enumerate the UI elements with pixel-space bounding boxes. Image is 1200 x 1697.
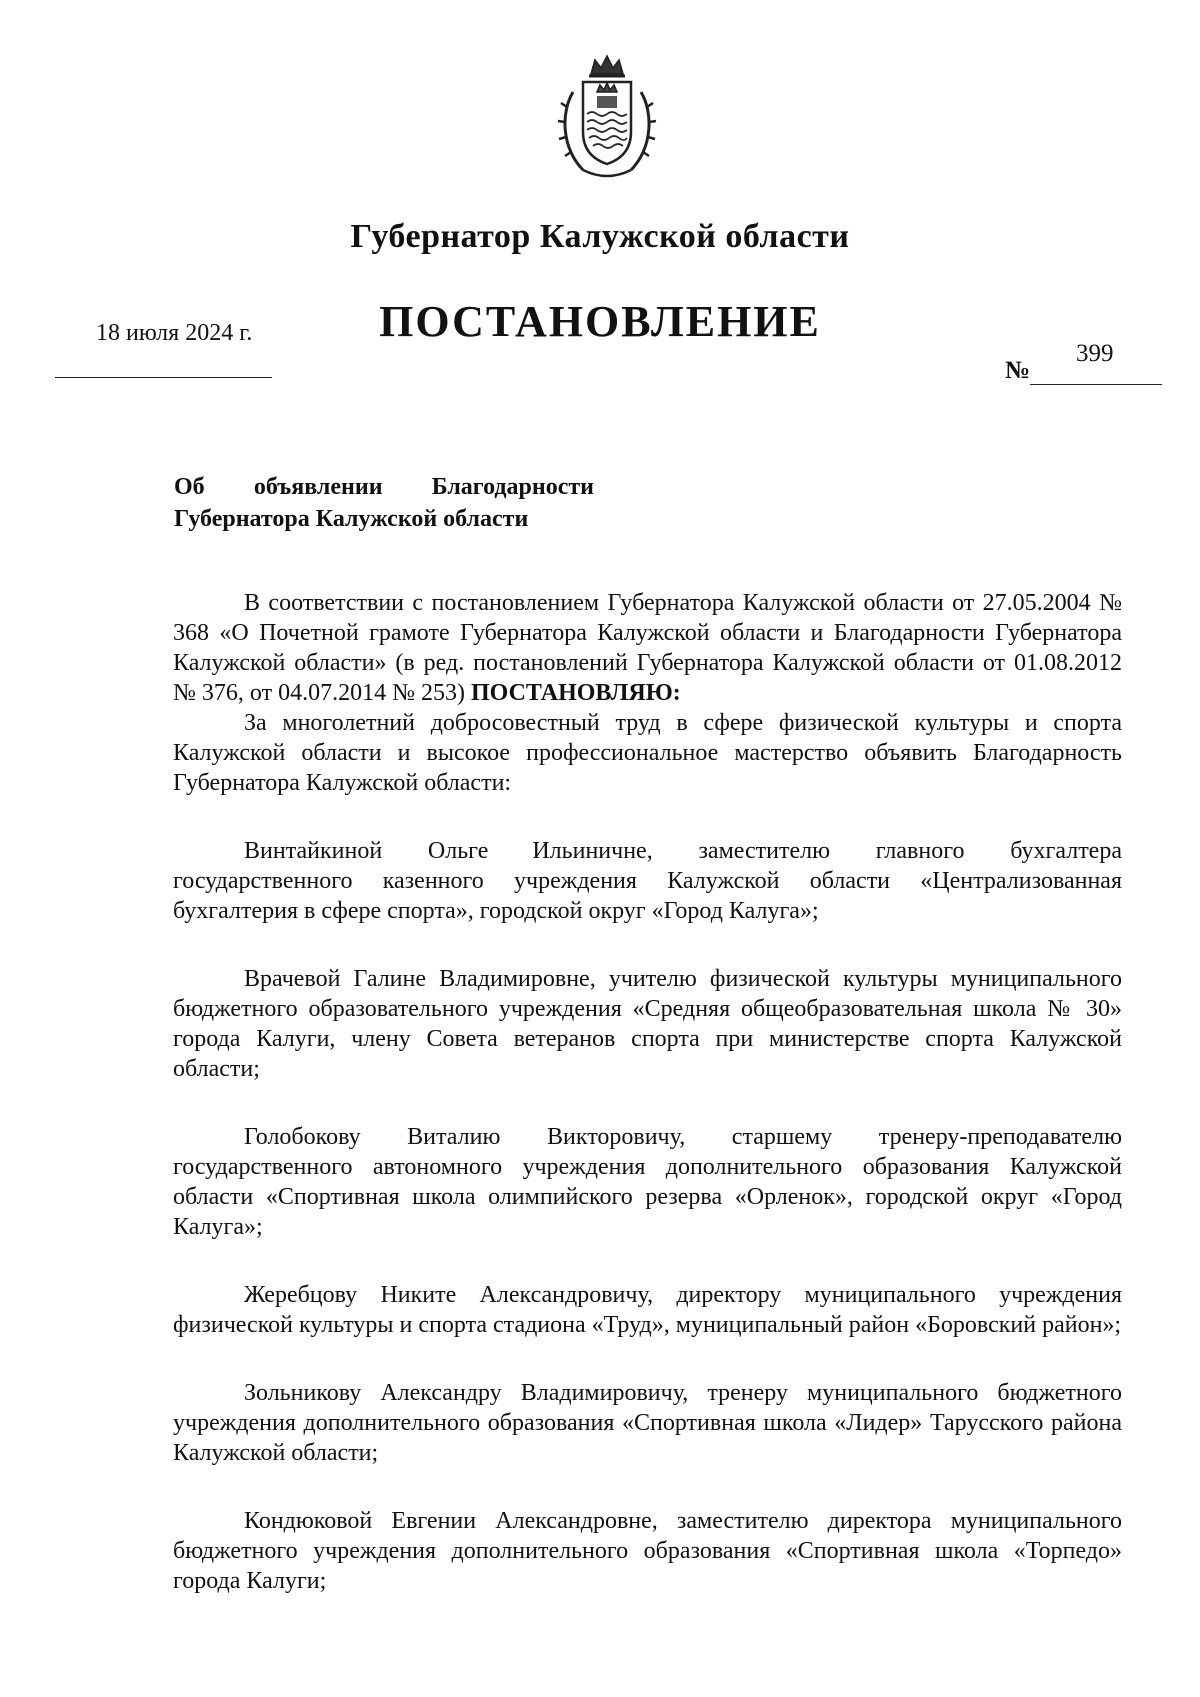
subject-line-2: Губернатора Калужской области <box>174 506 529 532</box>
date-underline <box>55 377 272 378</box>
document-number: 399 <box>1076 340 1114 367</box>
subject-word: объявлении <box>253 474 383 500</box>
document-subject <box>174 471 594 535</box>
document-body <box>173 588 1122 1596</box>
issuing-authority: Губернатор Калужской области <box>350 218 850 255</box>
subject-line-1 <box>174 471 594 503</box>
document-type-title: ПОСТАНОВЛЕНИЕ <box>379 297 821 346</box>
recipient-paragraph: Голобокову Виталию Викторовичу, старшему тренеру-преподавателю государственного автономного учреждения дополнительного образования Калужской области «Спортивная школа олимпийского резерва «Орленок», городской округ «Город Калуга»; <box>173 1124 1122 1240</box>
preamble-text: В соответствии с постановлением Губернатора Калужской области от 27.05.2004 № 368 «О Почетной грамоте Губернатора Калужской области и Благодарности Губернатора Калужской области» (в ред. постановлений Губернатора Калужской области от 01.08.2012 № 376, от 04.07.2014 № 253) <box>173 590 1122 706</box>
recipient-text: Ильиничне, заместителю главного бухгалтера государственного казенного учреждения Калужской области «Централизованная бухгалтерия в сфере спорта», городской округ «Город Калуга»; <box>173 838 1122 924</box>
recipient-paragraph: Кондюковой Евгении Александровне, заместителю директора муниципального бюджетного учреждения дополнительного образования «Спортивная школа «Торпедо» города Калуги; <box>173 1508 1122 1594</box>
intro-paragraph: За многолетний добросовестный труд в сфере физической культуры и спорта Калужской области и высокое профессиональное мастерство объявить Благодарность Губернатора Калужской области: <box>173 710 1122 796</box>
recipient-paragraph: Зольникову Александру Владимировичу, тренеру муниципального бюджетного учреждения дополнительного образования «Спортивная школа «Лидер» Тарусского района Калужской области; <box>173 1380 1122 1466</box>
subject-word: Благодарности <box>431 474 594 500</box>
recipient-paragraph: Врачевой Галине Владимировне, учителю физической культуры муниципального бюджетного образовательного учреждения «Средняя общеобразовательная школа № 30» города Калуги, члену Совета ветеранов спорта при министерстве спорта Калужской области; <box>173 966 1122 1082</box>
subject-word: Об <box>174 474 205 500</box>
decree-word: ПОСТАНОВЛЯЮ: <box>470 680 681 706</box>
recipient-name-part: Винтайкиной Ольге <box>244 838 489 864</box>
preamble-paragraph <box>173 588 1122 708</box>
kaluga-region-coat-of-arms-icon <box>553 52 661 182</box>
recipient-paragraph: Жеребцову Никите Александровичу, директору муниципального учреждения физической культуры и спорта стадиона «Труд», муниципальный район «Боровский район»; <box>173 1282 1122 1338</box>
document-number-label: № <box>1005 357 1031 384</box>
document-date: 18 июля 2024 г. <box>96 320 253 346</box>
number-underline <box>1030 384 1162 385</box>
recipient-paragraph <box>173 836 1122 926</box>
